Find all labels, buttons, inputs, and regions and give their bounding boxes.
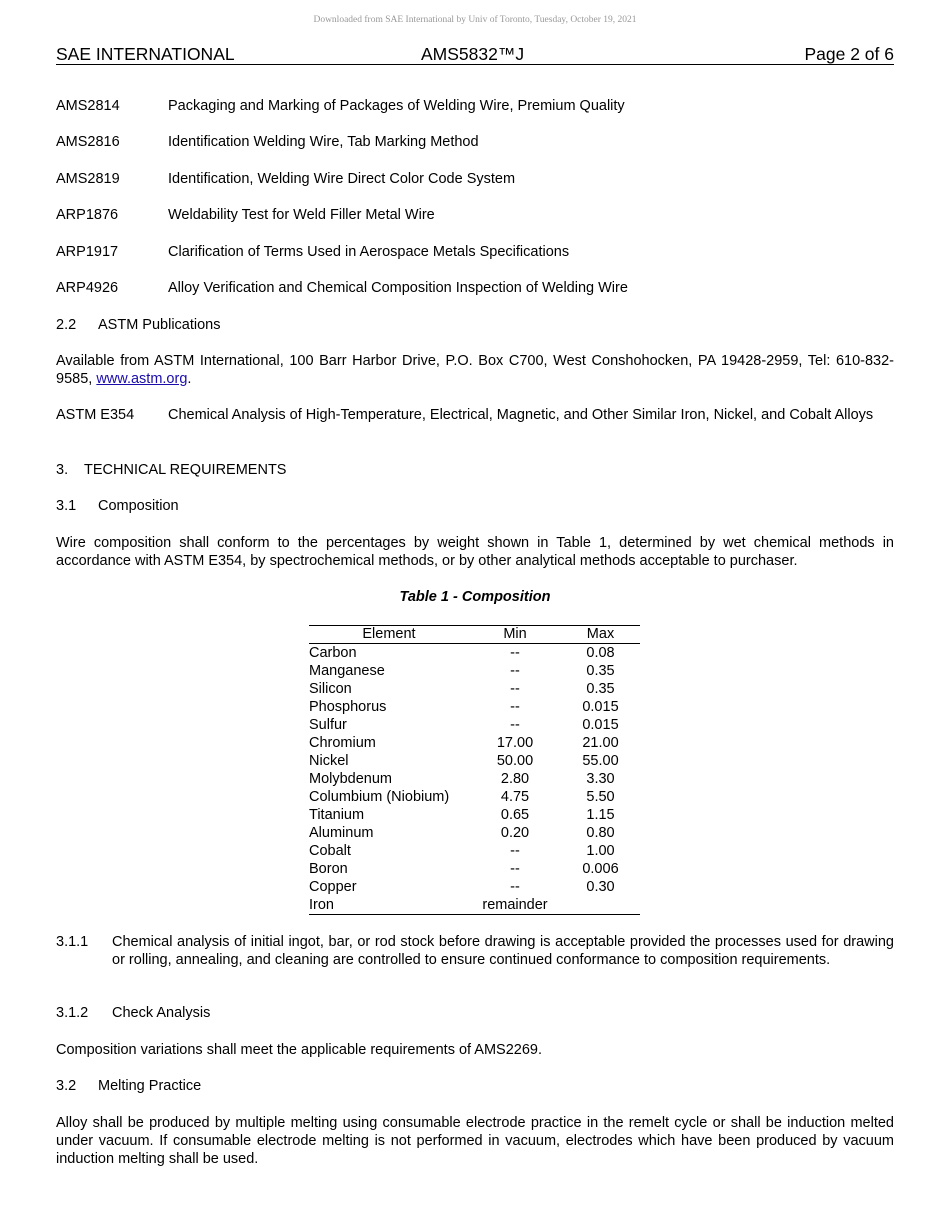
table-row	[309, 842, 640, 860]
min-cell: --	[510, 645, 520, 661]
table-row	[309, 896, 640, 915]
min-cell: 4.75	[500, 789, 530, 805]
section-number: 3.1.1	[56, 934, 89, 950]
element-cell: Nickel	[309, 753, 349, 769]
section-title: ASTM Publications	[98, 317, 221, 333]
min-cell: 0.65	[500, 807, 530, 823]
element-cell: Molybdenum	[309, 771, 393, 787]
min-cell: --	[510, 681, 520, 697]
reference-code: AMS2816	[56, 134, 120, 150]
table-row	[309, 698, 640, 716]
header-min: Min	[469, 626, 561, 644]
table-header-row	[309, 626, 640, 644]
section-heading-3-1-2	[56, 1004, 894, 1022]
reference-title: Packaging and Marking of Packages of Welding Wire, Premium Quality	[168, 98, 625, 114]
section-number: 3.1	[56, 498, 77, 514]
reference-item	[56, 243, 894, 261]
reference-code: ARP1917	[56, 244, 119, 260]
table-row	[309, 752, 640, 770]
reference-code: AMS2819	[56, 171, 120, 187]
section-title: Composition	[98, 498, 179, 514]
min-cell: 0.20	[500, 825, 530, 841]
astm-website-link[interactable]: www.astm.org	[96, 371, 188, 387]
table-row	[309, 770, 640, 788]
page-number: Page 2 of 6	[804, 44, 894, 64]
astm-availability-text: Available from ASTM International, 100 Barr Harbor Drive, P.O. Box C700, West Conshohocken, PA 19428-2959, Tel: 610-832-9585,	[56, 353, 894, 387]
element-cell: Silicon	[309, 681, 352, 697]
section-heading-2-2	[56, 316, 894, 334]
table-row	[309, 806, 640, 824]
max-cell: 1.15	[586, 807, 615, 823]
min-cell: --	[510, 717, 520, 733]
element-cell: Iron	[309, 896, 469, 915]
section-3-1-1	[56, 933, 894, 969]
table-row	[309, 878, 640, 896]
max-cell: 0.35	[586, 681, 615, 697]
element-cell: Carbon	[309, 645, 357, 661]
table-row	[309, 788, 640, 806]
check-analysis-paragraph: Composition variations shall meet the applicable requirements of AMS2269.	[56, 1042, 543, 1058]
min-cell: --	[510, 843, 520, 859]
element-cell: Titanium	[309, 807, 365, 823]
table-row	[309, 680, 640, 698]
max-cell: 0.015	[582, 699, 619, 715]
publisher-name: SAE INTERNATIONAL	[56, 44, 235, 64]
max-cell: 55.00	[582, 753, 619, 769]
reference-code: ARP4926	[56, 280, 119, 296]
element-cell: Columbium (Niobium)	[309, 789, 450, 805]
max-cell: 3.30	[586, 771, 615, 787]
min-cell: --	[510, 879, 520, 895]
max-cell: 0.30	[586, 879, 615, 895]
reference-item	[56, 206, 894, 224]
element-cell: Sulfur	[309, 717, 347, 733]
reference-code: ARP1876	[56, 207, 119, 223]
reference-item	[56, 133, 894, 151]
table-caption: Table 1 - Composition	[399, 589, 551, 605]
reference-title: Identification, Welding Wire Direct Color Code System	[168, 171, 516, 187]
element-cell: Chromium	[309, 735, 376, 751]
section-number: 2.2	[56, 317, 77, 333]
min-cell: --	[510, 699, 520, 715]
reference-title: Alloy Verification and Chemical Composition Inspection of Welding Wire	[168, 280, 628, 296]
table-row	[309, 662, 640, 680]
max-cell: 0.015	[582, 717, 619, 733]
reference-title: Chemical Analysis of High-Temperature, Electrical, Magnetic, and Other Similar Iron, Nickel, and Cobalt Alloys	[168, 407, 874, 423]
min-cell: remainder	[469, 896, 561, 915]
min-cell: --	[510, 861, 520, 877]
table-row	[309, 734, 640, 752]
section-number: 3.1.2	[56, 1005, 89, 1021]
section-heading-3-1	[56, 497, 894, 515]
max-cell: 0.80	[586, 825, 615, 841]
section-number: 3.2	[56, 1078, 77, 1094]
reference-title: Clarification of Terms Used in Aerospace Metals Specifications	[168, 244, 570, 260]
page-header	[56, 44, 894, 65]
section-heading-3-2	[56, 1077, 894, 1095]
section-number: 3.	[56, 462, 69, 478]
section-title: Melting Practice	[98, 1078, 202, 1094]
header-element: Element	[309, 626, 469, 644]
max-cell: 0.35	[586, 663, 615, 679]
table-row	[309, 716, 640, 734]
min-cell: 2.80	[500, 771, 530, 787]
section-heading-3	[56, 461, 894, 479]
section-title: TECHNICAL REQUIREMENTS	[84, 462, 287, 478]
section-text: Chemical analysis of initial ingot, bar, or rod stock before drawing is acceptable provided the processes used for drawing or rolling, annealing, and cleaning are controlled to ensure continued conformance to composition requirements.	[112, 934, 894, 968]
reference-title: Identification Welding Wire, Tab Marking Method	[168, 134, 479, 150]
composition-paragraph: Wire composition shall conform to the percentages by weight shown in Table 1, determined by wet chemical methods in accordance with ASTM E354, by spectrochemical methods, or by other analytical methods acceptable to purchaser.	[56, 535, 894, 569]
reference-title: Weldability Test for Weld Filler Metal Wire	[168, 207, 435, 223]
melting-practice-paragraph: Alloy shall be produced by multiple melting using consumable electrode practice in the remelt cycle or shall be induction melted under vacuum. If consumable electrode melting is not performed in vacuum, electrodes which have been produced by vacuum induction melting shall be used.	[56, 1115, 894, 1167]
table-row	[309, 824, 640, 842]
element-cell: Phosphorus	[309, 699, 387, 715]
sentence-end: .	[187, 371, 192, 387]
min-cell: 17.00	[496, 735, 534, 751]
element-cell: Aluminum	[309, 825, 374, 841]
max-cell	[561, 896, 640, 915]
reference-item	[56, 97, 894, 115]
element-cell: Copper	[309, 879, 357, 895]
header-max: Max	[561, 626, 640, 644]
composition-table	[309, 625, 640, 915]
section-title: Check Analysis	[112, 1005, 211, 1021]
max-cell: 1.00	[586, 843, 615, 859]
max-cell: 0.006	[582, 861, 619, 877]
table-row	[309, 860, 640, 878]
max-cell: 5.50	[586, 789, 615, 805]
element-cell: Cobalt	[309, 843, 351, 859]
min-cell: 50.00	[496, 753, 534, 769]
element-cell: Manganese	[309, 663, 385, 679]
reference-item-astm	[56, 406, 894, 424]
table-row	[309, 644, 640, 663]
reference-code: AMS2814	[56, 98, 120, 114]
download-notice: Downloaded from SAE International by Univ of Toronto, Tuesday, October 19, 2021	[313, 15, 637, 25]
reference-item	[56, 170, 894, 188]
element-cell: Boron	[309, 861, 348, 877]
max-cell: 0.08	[586, 645, 615, 661]
reference-item	[56, 279, 894, 297]
astm-availability-paragraph	[56, 352, 894, 388]
min-cell: --	[510, 663, 520, 679]
document-id: AMS5832™J	[421, 44, 525, 64]
reference-code: ASTM E354	[56, 407, 135, 423]
max-cell: 21.00	[582, 735, 619, 751]
